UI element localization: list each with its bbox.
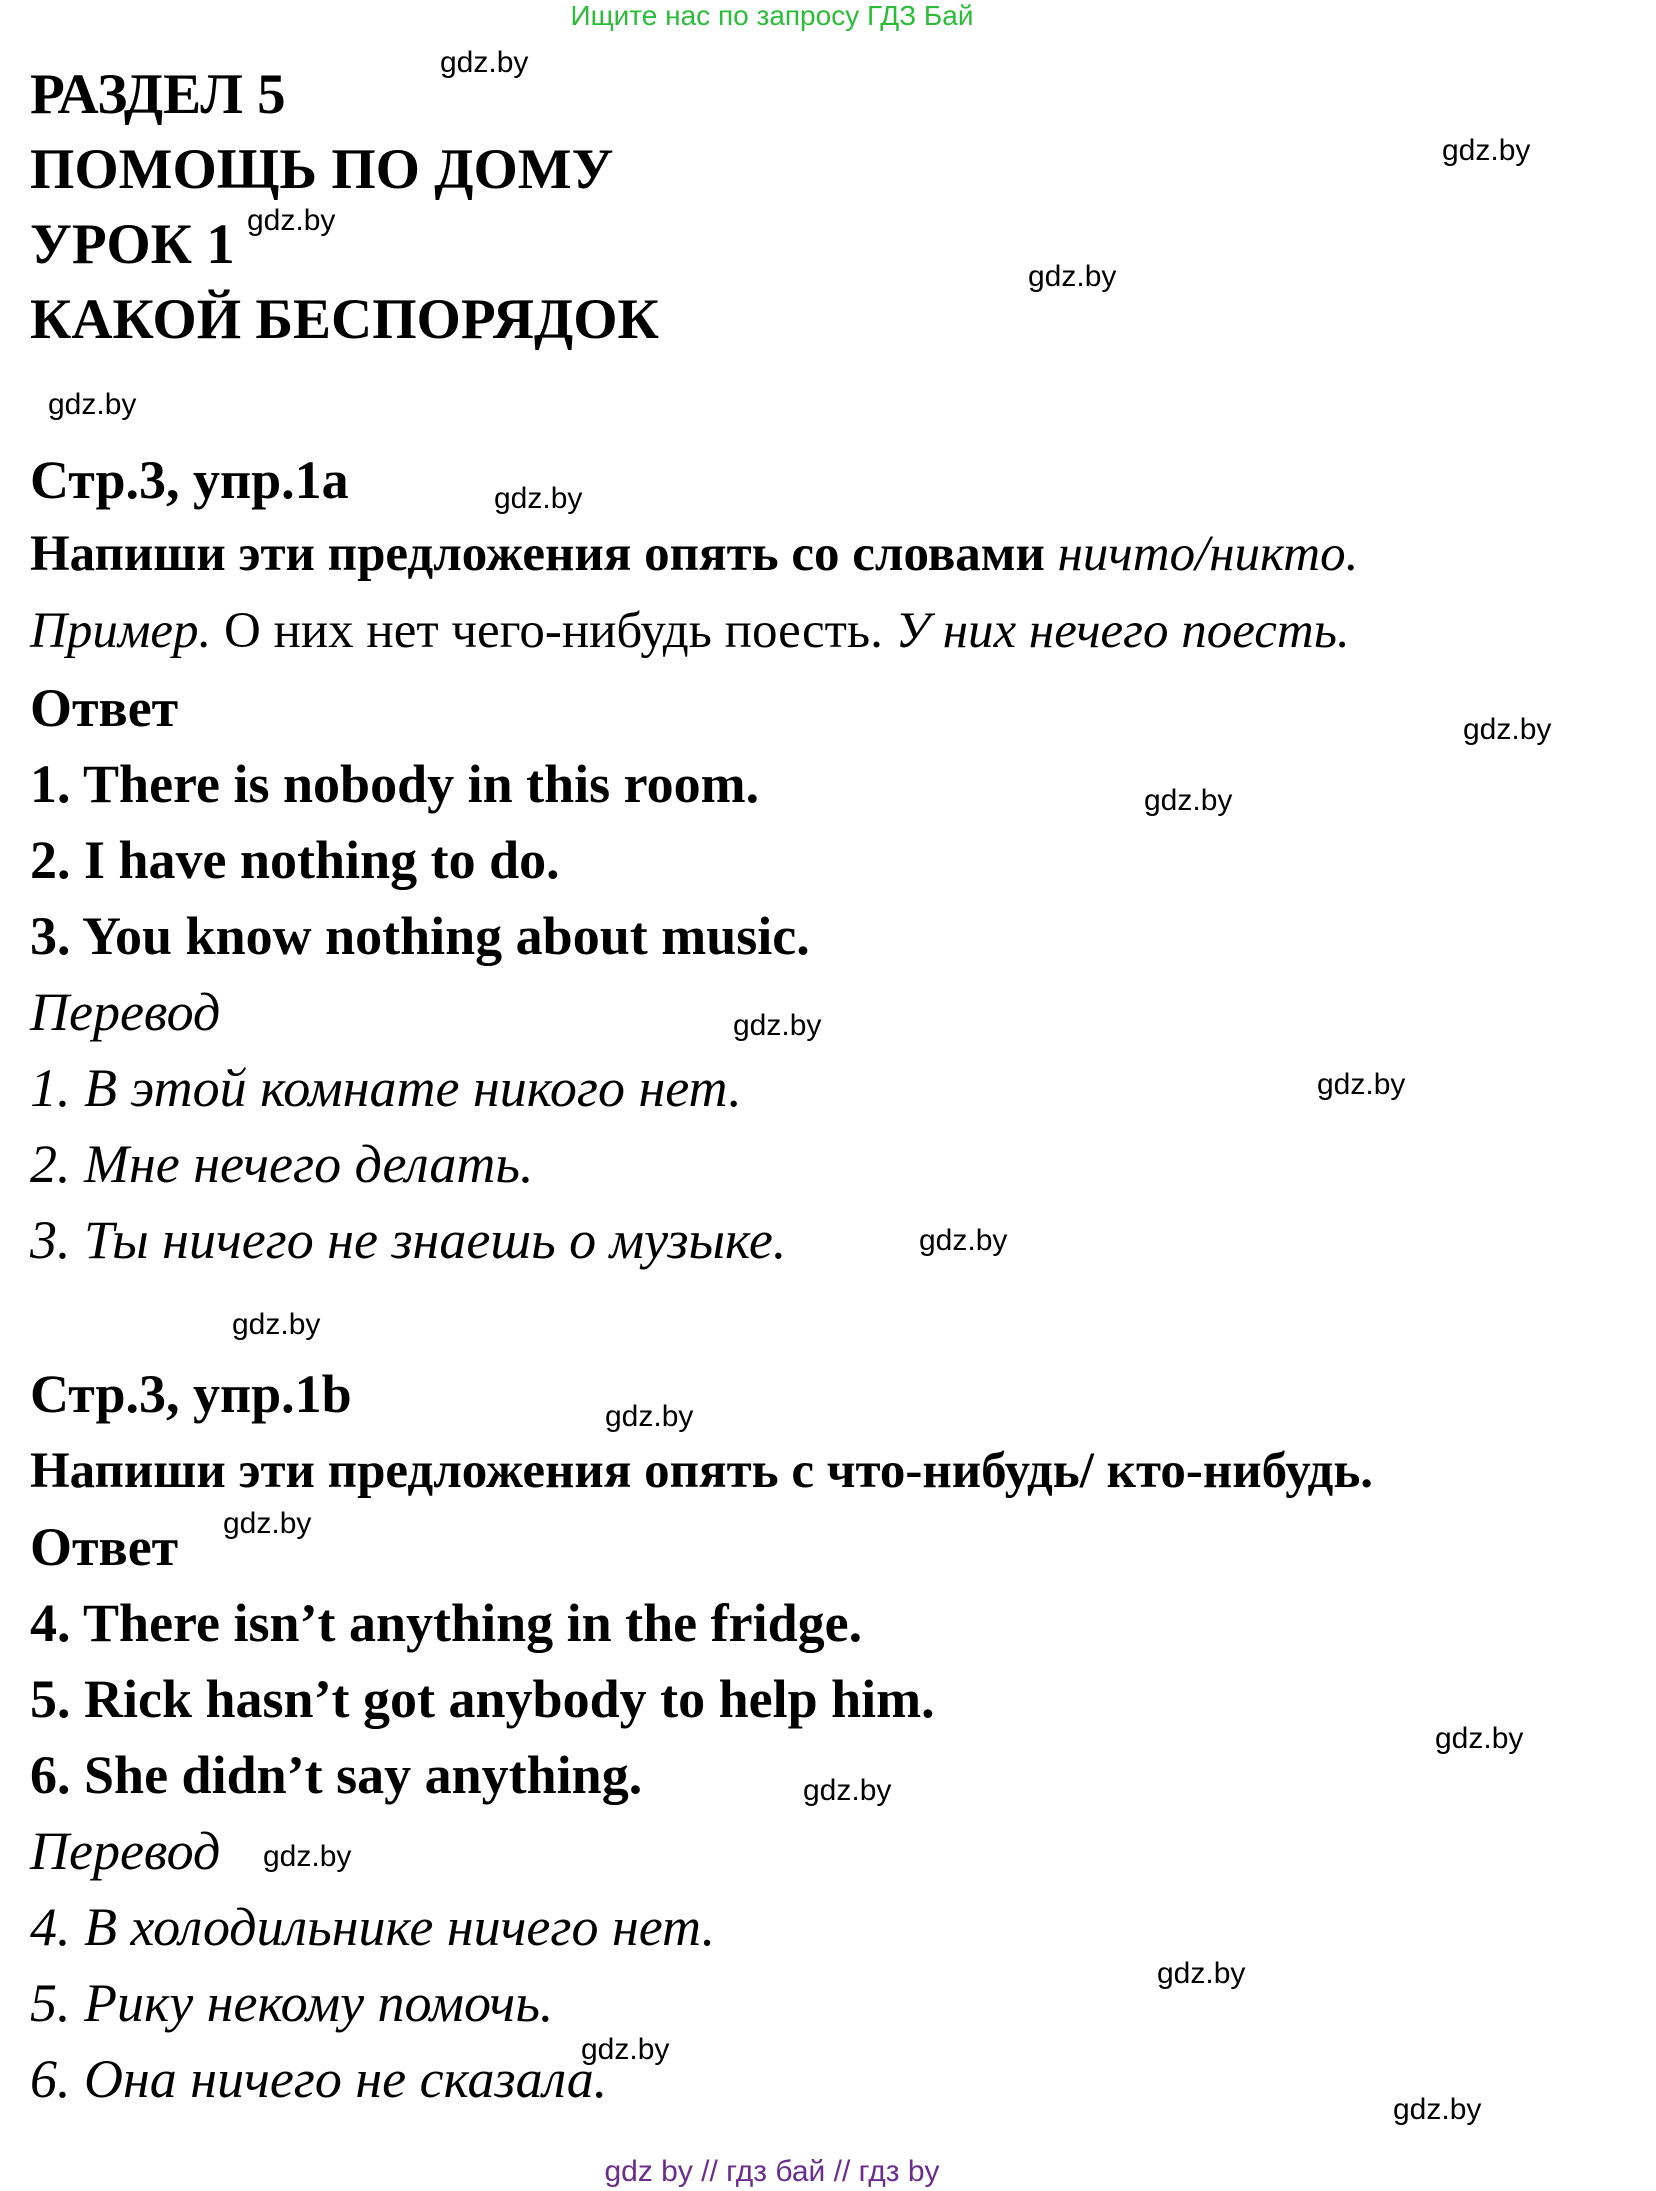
translation-line: 4. В холодильнике ничего нет. (30, 1897, 716, 1957)
translation-line: 3. Ты ничего не знаешь о музыке. (30, 1210, 787, 1270)
watermark: gdz.by (1157, 1957, 1246, 1990)
translation-line: 2. Мне нечего делать. (30, 1134, 534, 1194)
translation-line: 6. Она ничего не сказала. (30, 2049, 608, 2109)
watermark: gdz.by (1435, 1722, 1524, 1755)
answer-line: 4. There isn’t anything in the fridge. (30, 1593, 863, 1653)
task-words: ничто/никто. (1057, 526, 1359, 582)
watermark: gdz.by (581, 2033, 670, 2066)
exercise-1b-title: Стр.3, упр.1b (30, 1364, 352, 1424)
answer-line: 5. Rick hasn’t got anybody to help him. (30, 1669, 935, 1729)
answer-label: Ответ (30, 678, 179, 738)
answer-line: 6. She didn’t say anything. (30, 1745, 643, 1805)
watermark: gdz.by (48, 388, 137, 421)
watermark: gdz.by (803, 1774, 892, 1807)
translation-line: 5. Рику некому помочь. (30, 1973, 554, 2033)
example-text: О них нет чего-нибудь поесть. (211, 603, 896, 659)
exercise-1a-title: Стр.3, упр.1a (30, 450, 349, 510)
section-heading: РАЗДЕЛ 5 (30, 63, 286, 126)
exercise-1b-task: Напиши эти предложения опять с что-нибудь/ кто-нибудь. (30, 1443, 1374, 1499)
lesson-heading: УРОК 1 (30, 213, 235, 276)
watermark: gdz.by (919, 1224, 1008, 1257)
topic-heading: ПОМОЩЬ ПО ДОМУ (30, 138, 614, 201)
watermark: gdz.by (223, 1507, 312, 1540)
watermark: gdz.by (232, 1308, 321, 1341)
top-banner: Ищите нас по запросу ГДЗ Бай (570, 0, 974, 31)
translation-label: Перевод (30, 1821, 221, 1881)
answer-line: 3. You know nothing about music. (30, 906, 810, 966)
exercise-1a-task (30, 523, 1358, 585)
task-text: Напиши эти предложения опять со словами (30, 526, 1058, 582)
watermark: gdz.by (263, 1840, 352, 1873)
watermark: gdz.by (1317, 1068, 1406, 1101)
watermark: gdz.by (1028, 260, 1117, 293)
example-label: Пример. (30, 603, 212, 659)
watermark: gdz.by (1463, 713, 1552, 746)
watermark: gdz.by (1144, 784, 1233, 817)
exercise-1a-example (30, 600, 1350, 662)
answer-label: Ответ (30, 1517, 179, 1577)
footer-links: gdz by // гдз бай // гдз by (604, 2155, 940, 2188)
answer-line: 2. I have nothing to do. (30, 830, 560, 890)
watermark: gdz.by (605, 1400, 694, 1433)
lesson-title: КАКОЙ БЕСПОРЯДОК (30, 288, 659, 351)
watermark: gdz.by (247, 204, 336, 237)
watermark: gdz.by (1442, 134, 1531, 167)
translation-line: 1. В этой комнате никого нет. (30, 1058, 742, 1118)
translation-label: Перевод (30, 982, 221, 1042)
example-answer: У них нечего поесть. (895, 603, 1350, 659)
watermark: gdz.by (494, 482, 583, 515)
answer-line: 1. There is nobody in this room. (30, 754, 760, 814)
watermark: gdz.by (1393, 2093, 1482, 2126)
watermark: gdz.by (733, 1009, 822, 1042)
watermark: gdz.by (440, 46, 529, 79)
